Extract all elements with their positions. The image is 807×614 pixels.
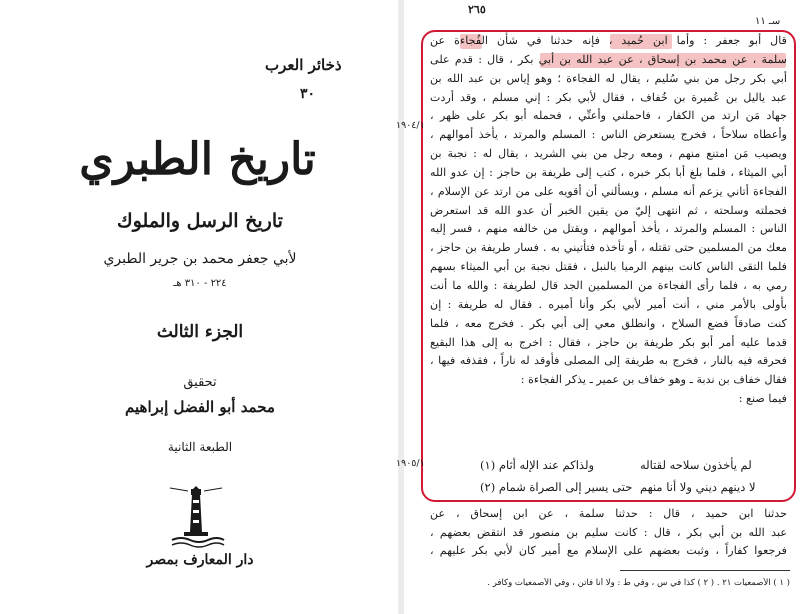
main-text [430,32,787,409]
continuation-text [430,505,787,561]
text-line: رمي به ، فلما رأى الفجاءة من المسلمين الجد قال لطريفة : والله ما أنت [430,278,787,292]
poem-verse-right: لا دينهم ديني ولا أنا منهم [640,480,756,494]
text-line: فرجعوا كفاراً ، وثبت بعضهم على الإسلام مع أمير كان لأبي بكر عليهم ، [430,544,787,558]
text-line: بأولى بالأمر مني ، أنت أمير لأبي بكر وأنا أميره . فقال له طريفة : إن [430,297,787,311]
left-page-title [0,0,395,614]
text-line: الفجاءة أتاني يزعم أنه مسلم ، ويسألني أن أقويه على من ارتد عن الإسلام ، [430,184,787,198]
lighthouse-logo-icon [166,486,226,548]
footnotes: ( ١ ) الأصمعيات ٢١ . ( ٢ ) كذا في س ، وفي ط : ولا أنا فاتن ، وفي الأصمعيات وكافر . [487,578,790,588]
text-line: حدثنا ابن حميد ، قال : حدثنا سلمة ، عن ابن إسحاق ، عن [430,507,787,520]
edition-label: الطبعة الثانية [167,440,233,454]
text-line: سلمة ، عن محمد بن إسحاق ، عن عبد الله بن أبي بكر ، قال : قدم على [430,52,787,66]
text-line: جهاد مَن ارتد من الكفار ، فاحملني وأعنِّي ، فحمله أبو بكر على ظهر ، [430,109,787,123]
book-title: تاريخ الطبري [79,134,316,185]
text-line: أبي بكر رجل من بني سُليم ، يقال له الفجاءة ؛ وهو إياس بن عبد الله بن [430,71,787,85]
book-dates: ٢٢٤ - ٣١٠ هـ [173,278,227,289]
text-line: فحملته وسلحته ، ثم انتهى إليّ من يقين الخبر أن عدو الله قد استعرض [430,203,787,217]
poem-verse-left: ولذاكم عند الإله أثام (١) [480,458,595,472]
editor-name: محمد أبو الفضل إبراهيم [125,398,275,416]
text-line: معك من المسلمين حتى تقتله ، أو تأخذه فتأتيني به . فسار طريفة بن حاجز ، [430,241,787,255]
footnote-rule [620,570,790,571]
book-author: لأبي جعفر محمد بن جرير الطبري [103,251,297,267]
series-number: ٣٠ [300,86,316,102]
text-line: فيما صنع : [738,392,787,406]
editor-label: تحقيق [183,375,217,390]
book-gutter [398,0,404,614]
text-line: فلما التقى الناس كانت بينهم الرميا بالنبل ، فقتل نجبة بن أبي الميثاء بسهم [430,260,787,274]
text-line: كنت صادقاً فضع السلاح ، وانطلق معي إلى أبي بكر . فخرج معه ، فلما [430,316,787,330]
text-line: قال أبو جعفر : وأما ابن حُميد ، فإنه حدثنا في شأن الفُجاءة عن [430,34,787,47]
book-subtitle: تاريخ الرسل والملوك [117,210,283,232]
text-line: فحرقه فيه بالنار ، فخرج به طريفة إلى المصلى فأوقد له ناراً ، فقذفه فيها ، [430,354,787,368]
publisher-name: دار المعارف بمصر [146,552,254,568]
text-line: عبد ياليل بن عُميرة بن خُفاف ، فقال لأبي بكر : إني مسلم ، وقد أردت [430,90,787,104]
text-line: عبد الله بن أبي بكر ، قال : كانت سليم بن منصور قد انتقض بعضهم ، [430,525,787,539]
text-line: ويصيب مَن امتنع منهم ، ومعه رجل من بني الشريد ، يقال له : نجبة بن [430,147,787,161]
margin-reference: ١٩٠٥/١ [396,458,425,469]
book-volume: الجزء الثالث [156,322,244,342]
text-line: أبي الميثاء ، فلما بلغ أبا بكر خبره ، كتب إلى طريفة بن حاجز : إن عدو الله [430,165,787,179]
text-line: وأعطاه سلاحاً ، فخرج يستعرض الناس : المسلم والمرتد ، يأخذ أموالهم ، [430,128,787,142]
page-number: ٢٦٥ [468,3,486,16]
margin-reference: ١٩٠٤/١ [396,120,425,131]
page-marker: سـ ١١ [755,16,781,27]
series-title: ذخائر العرب [265,56,342,74]
poem-verse-left: حتى يسير إلى الصراة شمام (٢) [480,480,633,494]
poem-verse-right: لم يأخذون سلاحه لقتاله [640,458,752,472]
text-line: الناس : المسلم والمرتد ، يأخذ أموالهم ، ويقتل من خالفه منهم ، فسر إليه [430,222,787,236]
text-line: قدما عليه أمر أبو بكر طريفة بن حاجز ، فقال : اخرج به إلى هذا البقيع [430,335,787,349]
text-line: فقال خفاف بن ندبة ـ وهو خفاف بن عمير ـ يذكر الفجاءة : [520,373,787,387]
